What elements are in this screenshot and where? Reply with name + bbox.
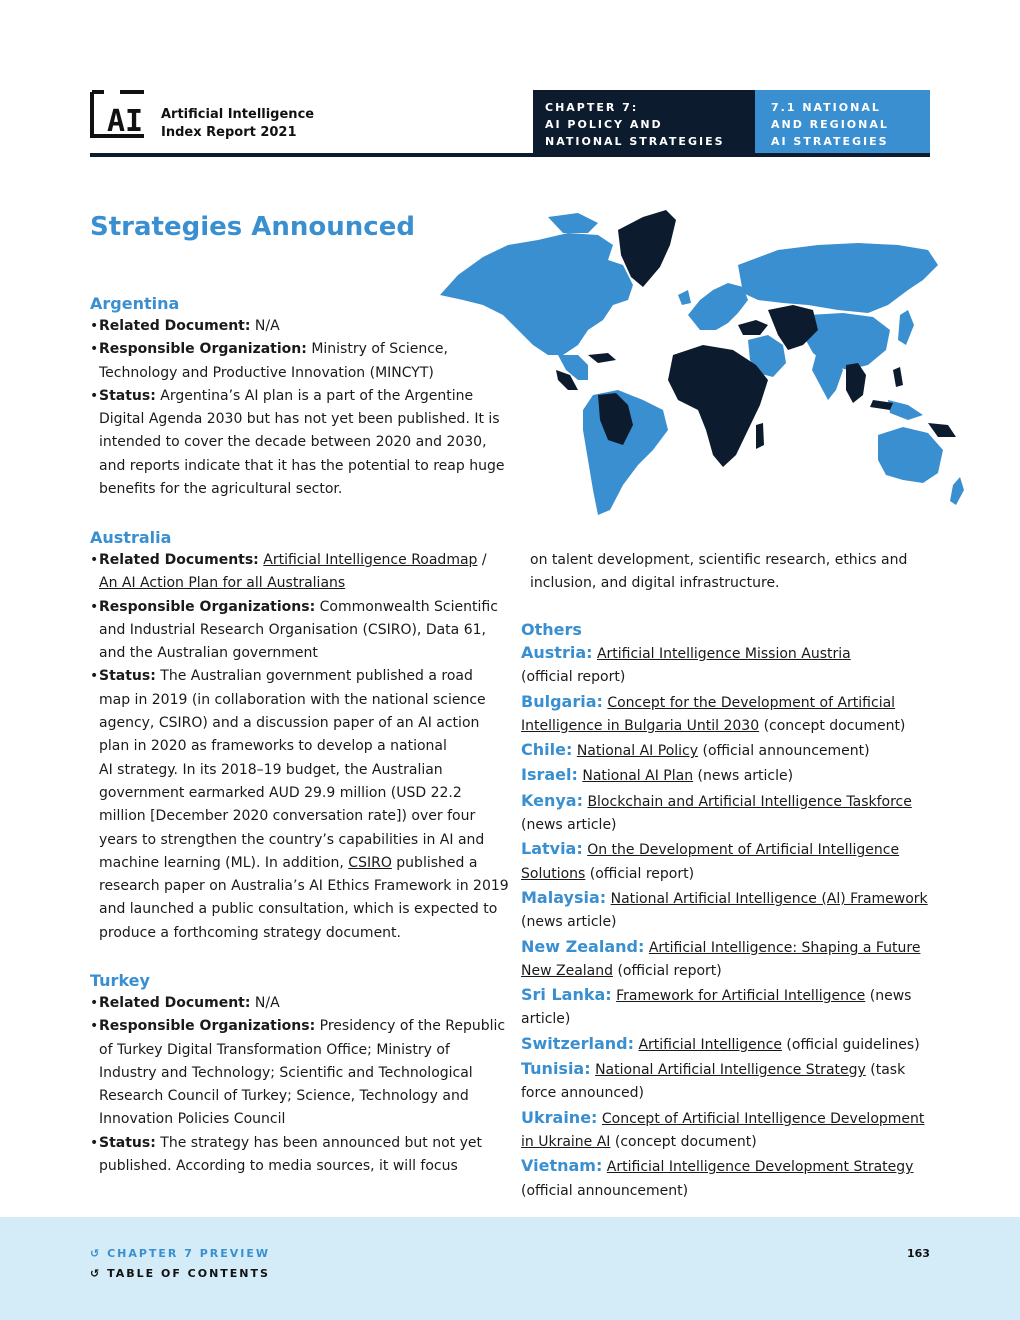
link-tunisia[interactable]: National Artificial Intelligence Strategy [595, 1062, 866, 1079]
return-arrow-icon: ↺ [90, 1267, 102, 1280]
country-heading-australia: Australia [90, 528, 172, 547]
argentina-section [90, 293, 510, 501]
link-malaysia[interactable]: National Artificial Intelligence (Al) Framework [610, 890, 928, 907]
country-heading-argentina: Argentina [90, 294, 180, 313]
turkey-section [90, 970, 510, 1178]
turkey-status-continued: on talent development, scientific research, ethics and inclusion, and digital infrastructure. [530, 552, 908, 592]
ai-index-logo [90, 90, 146, 138]
others-section [521, 619, 941, 1203]
link-sri-lanka[interactable]: Framework for Artificial Intelligence [616, 988, 866, 1005]
australia-section [90, 527, 510, 945]
others-heading: Others [521, 620, 582, 639]
others-entry-chile: Chile: National AI Policy (official announcement) [521, 740, 870, 760]
world-map [438, 205, 978, 530]
others-entry-new-zealand: New Zealand: Artificial Intelligence: Shaping a Future New Zealand (official report) [521, 936, 921, 979]
link-new-zealand[interactable]: Artificial Intelligence: Shaping a Future New Zealand [521, 939, 921, 979]
others-entry-ukraine: Ukraine: Concept of Artificial Intelligence Development in Ukraine AI (concept document) [521, 1107, 925, 1150]
argentina-status: • Status: Argentina’s AI plan is a part of the Argentine Digital Agenda 2030 but has not yet been published. It is intended to cover the decade between 2020 and 2030, and reports indicate that it has the potential to reap huge benefits for the agricultural sector. [90, 385, 510, 501]
others-entry-bulgaria: Bulgaria: Concept for the Development of Artificial Intelligence in Bulgaria Until 2030 (concept document) [521, 691, 906, 734]
page-number: 163 [907, 1247, 930, 1260]
link-bulgaria[interactable]: Concept for the Development of Artificial Intelligence in Bulgaria Until 2030 [521, 694, 896, 734]
link-austria[interactable]: Artificial Intelligence Mission Austria [596, 646, 851, 662]
section-header-box[interactable]: 7.1 NATIONAL AND REGIONAL AI STRATEGIES [755, 90, 930, 154]
link-ukraine[interactable]: Concept of Artificial Intelligence Development in Ukraine AI [521, 1110, 925, 1150]
page-title: Strategies Announced [90, 212, 415, 242]
argentina-responsible-org: • Responsible Organization: Ministry of Science, Technology and Productive Innovation (MINCYT) [90, 338, 510, 385]
argentina-related-document: • Related Document: N/A [90, 315, 510, 338]
link-vietnam[interactable]: Artificial Intelligence Development Strategy [606, 1159, 914, 1176]
return-arrow-icon: ↺ [90, 1247, 102, 1260]
others-entry-austria: Austria: Artificial Intelligence Mission Austria (official report) [521, 643, 851, 686]
report-title: Artificial Intelligence Index Report 2021 [161, 107, 315, 140]
others-entry-tunisia: Tunisia: National Artificial Intelligence Strategy (task force announced) [521, 1059, 906, 1102]
link-switzerland[interactable]: Artificial Intelligence [638, 1036, 782, 1053]
australia-responsible-orgs: • Responsible Organizations: Commonwealth Scientific and Industrial Research Organisation (CSIRO), Data 61, and the Australian government [90, 596, 510, 666]
others-entry-israel: Israel: National AI Plan (news article) [521, 765, 794, 785]
others-entry-kenya: Kenya: Blockchain and Artificial Intelligence Taskforce (news article) [521, 790, 912, 834]
others-entry-latvia: Latvia: On the Development of Artificial Intelligence Solutions (official report) [521, 839, 900, 882]
link-latvia[interactable]: On the Development of Artificial Intelligence Solutions [521, 842, 900, 882]
link-israel[interactable]: National AI Plan [582, 768, 694, 785]
header-divider [90, 153, 930, 157]
link-ai-action-plan[interactable]: An AI Action Plan for all Australians [99, 575, 346, 592]
link-kenya[interactable]: Blockchain and Artificial Intelligence Taskforce [587, 793, 912, 810]
country-heading-turkey: Turkey [90, 971, 150, 990]
others-entry-sri-lanka: Sri Lanka: Framework for Artificial Intelligence (news article) [521, 985, 912, 1028]
others-entry-vietnam: Vietnam: Artificial Intelligence Development Strategy (official announcement) [521, 1156, 914, 1199]
turkey-related-document: • Related Document: N/A [90, 992, 510, 1015]
link-ai-roadmap[interactable]: Artificial Intelligence Roadmap [263, 552, 478, 568]
svg-text:AI: AI [107, 104, 144, 138]
turkey-responsible-orgs: • Responsible Organizations: Presidency of the Republic of Turkey Digital Transformation Office; Ministry of Industry and Technology; Scientific and Technological Research Council of Turkey; Science, Technology and Innovation Policies Council [90, 1015, 510, 1131]
australia-related-documents: • Related Documents: Artificial Intelligence Roadmap / An AI Action Plan for all Australians [90, 549, 510, 596]
chapter-preview-link[interactable]: ↺ CHAPTER 7 PREVIEW [90, 1247, 271, 1260]
link-csiro[interactable]: CSIRO [348, 854, 392, 871]
others-entry-malaysia: Malaysia: National Artificial Intelligence (Al) Framework (news article) [521, 887, 928, 931]
chapter-header-box[interactable]: CHAPTER 7: AI POLICY AND NATIONAL STRATEGIES [533, 90, 755, 154]
australia-status: • Status: The Australian government published a road map in 2019 (in collaboration with the national science agency, CSIRO) and a discussion paper of an AI action plan in 2020 as frameworks to develop a national AI strategy. In its 2018–19 budget, the Australian government earmarked AUD 29.9 million (USD 22.2 million [December 2020 conversation rate]) over four years to strengthen the country’s capabilities in AI and machine learning (ML). In addition, CSIRO published a research paper on Australia’s AI Ethics Framework in 2019 and launched a public consultation, which is expected to produce a forthcoming strategy document. [90, 665, 510, 945]
others-entry-switzerland: Switzerland: Artificial Intelligence (official guidelines) [521, 1033, 920, 1053]
link-chile[interactable]: National AI Policy [576, 743, 699, 760]
turkey-status: • Status: The strategy has been announced but not yet published. According to media sources, it will focus [90, 1132, 510, 1179]
table-of-contents-link[interactable]: ↺ TABLE OF CONTENTS [90, 1267, 270, 1280]
